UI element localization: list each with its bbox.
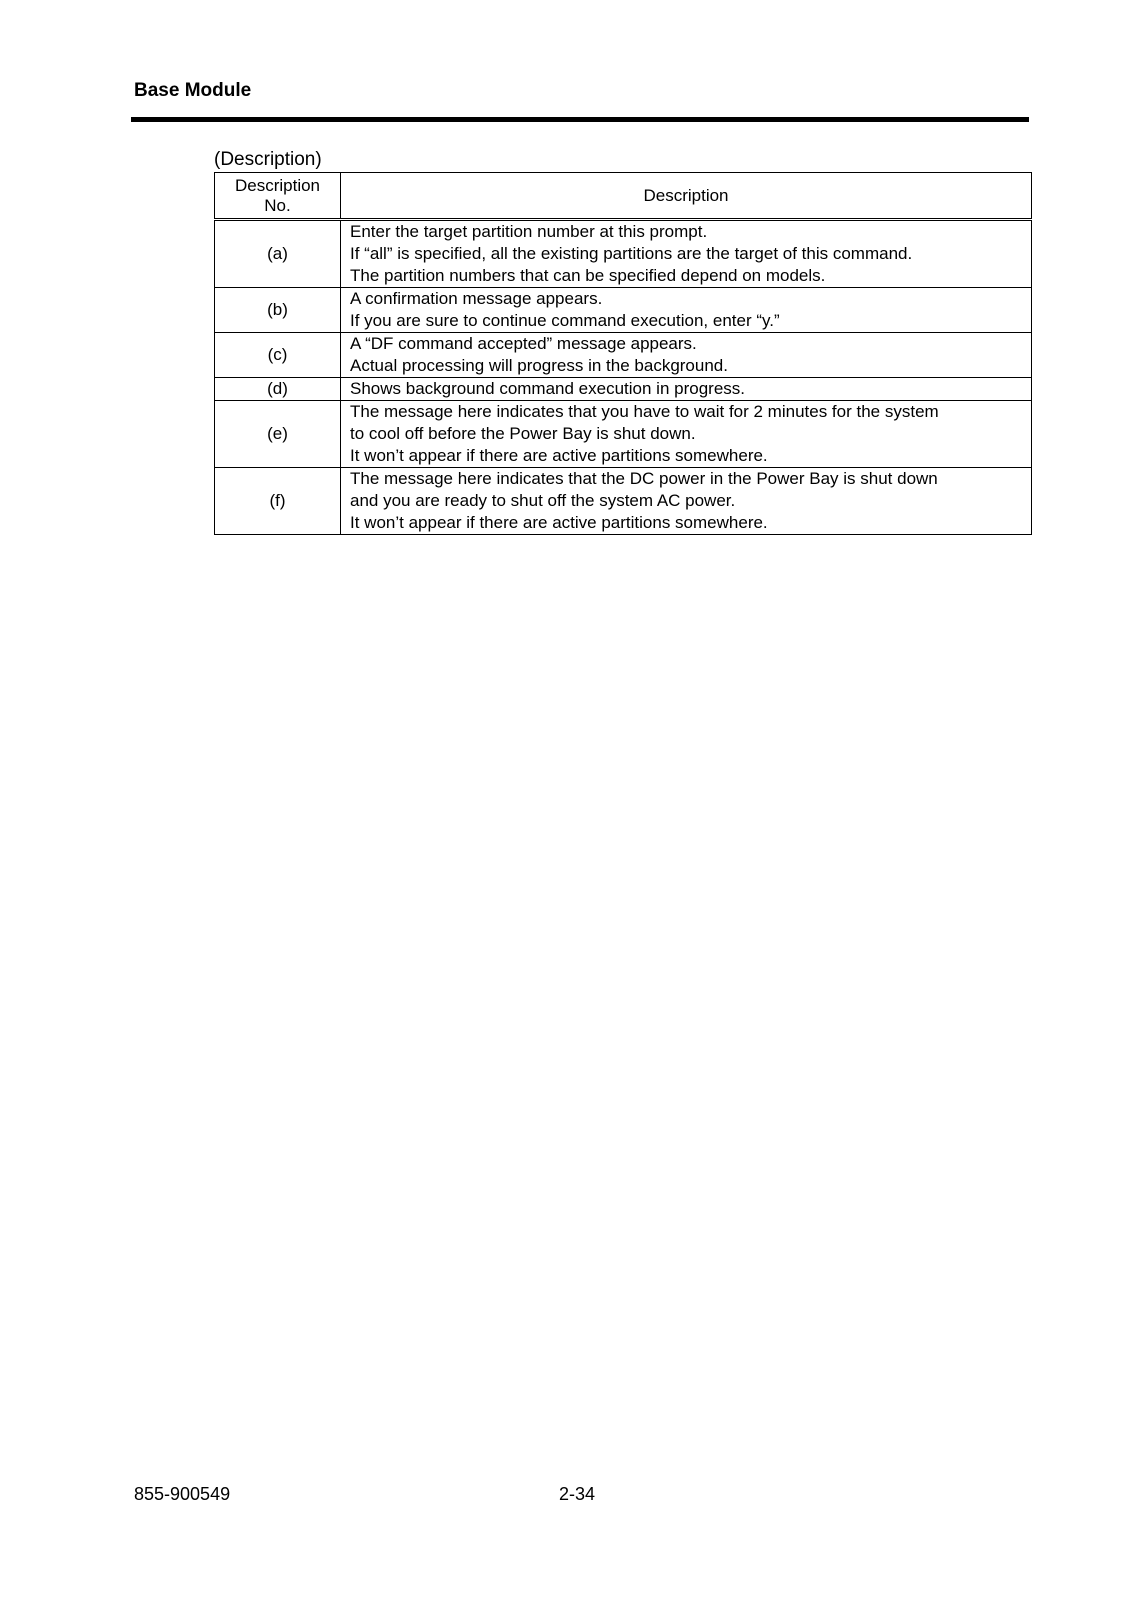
table-header-row [215, 173, 1032, 220]
description-line: Shows background command execution in progress. [350, 379, 745, 398]
description-line: It won’t appear if there are active partitions somewhere. [350, 513, 768, 532]
header-rule [131, 117, 1029, 122]
row-number: (a) [215, 220, 341, 288]
table-row [215, 333, 1032, 378]
row-number: (c) [215, 333, 341, 378]
description-line: A confirmation message appears. [350, 289, 603, 308]
description-table [214, 172, 1032, 535]
description-line: The partition numbers that can be specified depend on models. [350, 266, 826, 285]
footer-page-number: 2-34 [559, 1484, 596, 1504]
description-line: If “all” is specified, all the existing partitions are the target of this command. [350, 244, 913, 263]
row-description [341, 468, 1032, 535]
description-line: and you are ready to shut off the system AC power. [350, 491, 736, 510]
section-caption: (Description) [214, 149, 322, 170]
description-line: A “DF command accepted” message appears. [350, 334, 697, 353]
description-line: The message here indicates that you have to wait for 2 minutes for the system [350, 402, 939, 421]
table-row [215, 220, 1032, 288]
header-description: Description [341, 173, 1032, 220]
row-description [341, 401, 1032, 468]
header-number-line2: No. [264, 195, 291, 215]
table-row [215, 401, 1032, 468]
footer-document-number: 855-900549 [134, 1484, 231, 1504]
table-row [215, 468, 1032, 535]
row-description [341, 220, 1032, 288]
page-header-title: Base Module [134, 80, 252, 101]
row-description [341, 333, 1032, 378]
header-description-no [215, 173, 341, 220]
table-row [215, 378, 1032, 401]
description-line: Enter the target partition number at this prompt. [350, 222, 708, 241]
description-line: to cool off before the Power Bay is shut down. [350, 424, 696, 443]
table-row [215, 288, 1032, 333]
header-number-line1: Description [234, 175, 321, 195]
description-line: The message here indicates that the DC power in the Power Bay is shut down [350, 469, 938, 488]
row-number: (f) [215, 468, 341, 535]
row-number: (d) [215, 378, 341, 401]
description-line: If you are sure to continue command execution, enter “y.” [350, 311, 780, 330]
row-number: (e) [215, 401, 341, 468]
row-description [341, 288, 1032, 333]
description-line: It won’t appear if there are active partitions somewhere. [350, 446, 768, 465]
row-description [341, 378, 1032, 401]
description-line: Actual processing will progress in the background. [350, 356, 728, 375]
row-number: (b) [215, 288, 341, 333]
